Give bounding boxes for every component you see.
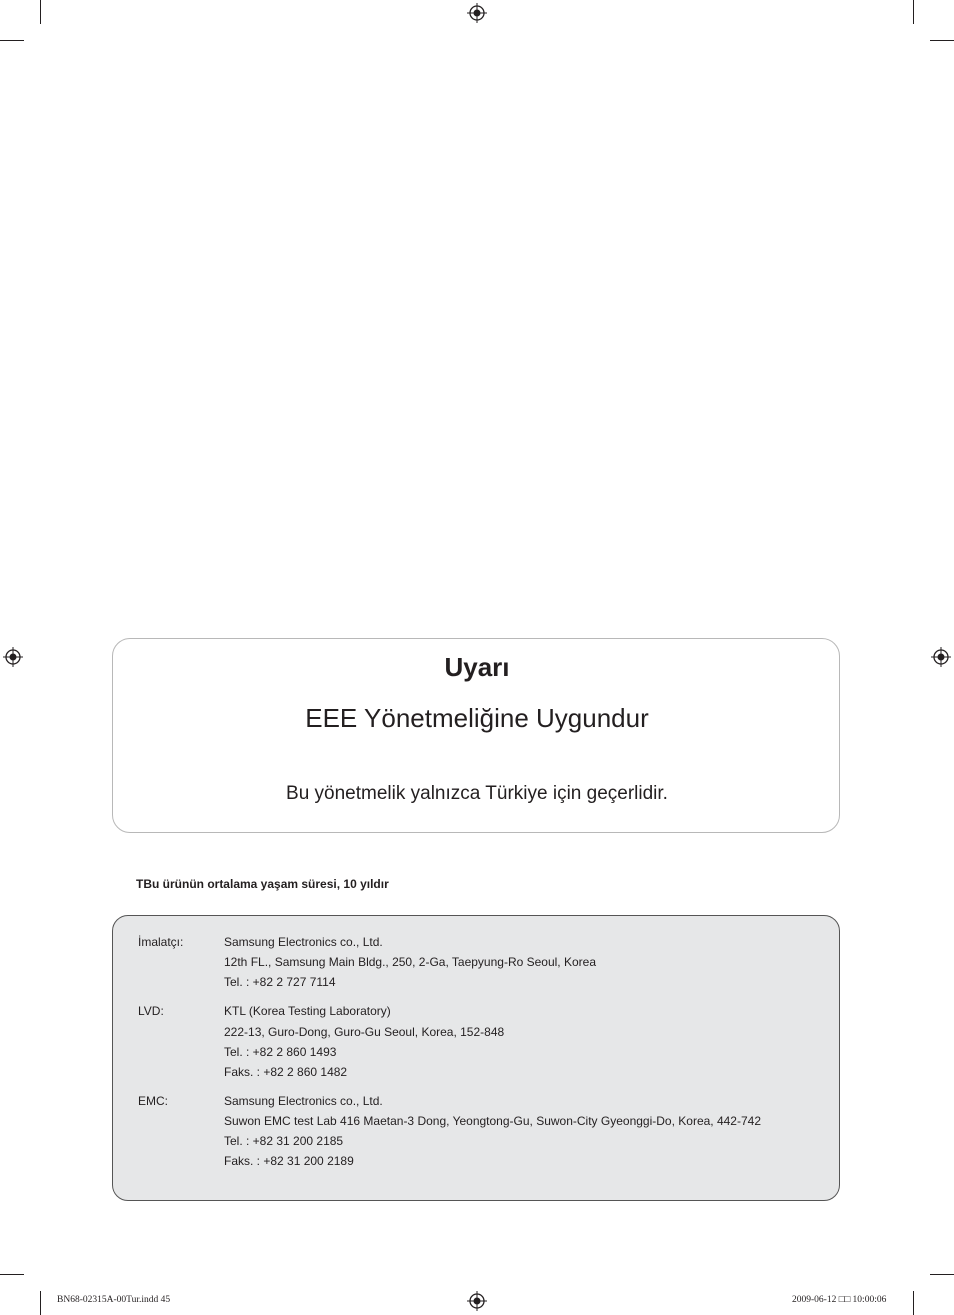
crop-mark-icon xyxy=(40,1291,41,1315)
emc-line: Tel. : +82 31 200 2185 xyxy=(224,1134,344,1148)
warning-subtitle: EEE Yönetmeliğine Uygundur xyxy=(305,703,649,733)
crop-mark-icon xyxy=(930,1274,954,1275)
crop-mark-icon xyxy=(930,40,954,41)
emc-line: Faks. : +82 31 200 2189 xyxy=(224,1154,354,1168)
footer-timestamp: 2009-06-12 □□ 10:00:06 xyxy=(792,1295,887,1305)
registration-mark-icon xyxy=(467,3,487,23)
product-lifetime-text: TBu ürünün ortalama yaşam süresi, 10 yıldır xyxy=(136,877,389,891)
warning-note: Bu yönetmelik yalnızca Türkiye için geçerlidir. xyxy=(286,783,668,804)
manufacturer-label: İmalatçı: xyxy=(138,935,184,949)
lvd-line: KTL (Korea Testing Laboratory) xyxy=(224,1004,391,1018)
emc-line: Suwon EMC test Lab 416 Maetan-3 Dong, Yeongtong-Gu, Suwon-City Gyeonggi-Do, Korea, 442-742 xyxy=(224,1114,761,1128)
emc-line: Samsung Electronics co., Ltd. xyxy=(224,1094,383,1108)
crop-mark-icon xyxy=(913,0,914,24)
crop-mark-icon xyxy=(0,1274,24,1275)
footer-file-info: BN68-02315A-00Tur.indd 45 xyxy=(57,1295,171,1305)
manufacturer-line: Tel. : +82 2 727 7114 xyxy=(224,975,336,989)
crop-mark-icon xyxy=(913,1291,914,1315)
crop-mark-icon xyxy=(40,0,41,24)
lvd-line: 222-13, Guro-Dong, Guro-Gu Seoul, Korea, 152-848 xyxy=(224,1025,505,1039)
lvd-line: Faks. : +82 2 860 1482 xyxy=(224,1065,348,1079)
lvd-line: Tel. : +82 2 860 1493 xyxy=(224,1045,337,1059)
registration-mark-icon xyxy=(467,1291,487,1311)
manufacturer-line: 12th FL., Samsung Main Bldg., 250, 2-Ga, Taepyung-Ro Seoul, Korea xyxy=(224,955,596,969)
emc-label: EMC: xyxy=(138,1094,168,1108)
warning-title: Uyarı xyxy=(444,652,510,682)
lvd-label: LVD: xyxy=(138,1004,164,1018)
crop-mark-icon xyxy=(0,40,24,41)
manufacturer-line: Samsung Electronics co., Ltd. xyxy=(224,935,383,949)
